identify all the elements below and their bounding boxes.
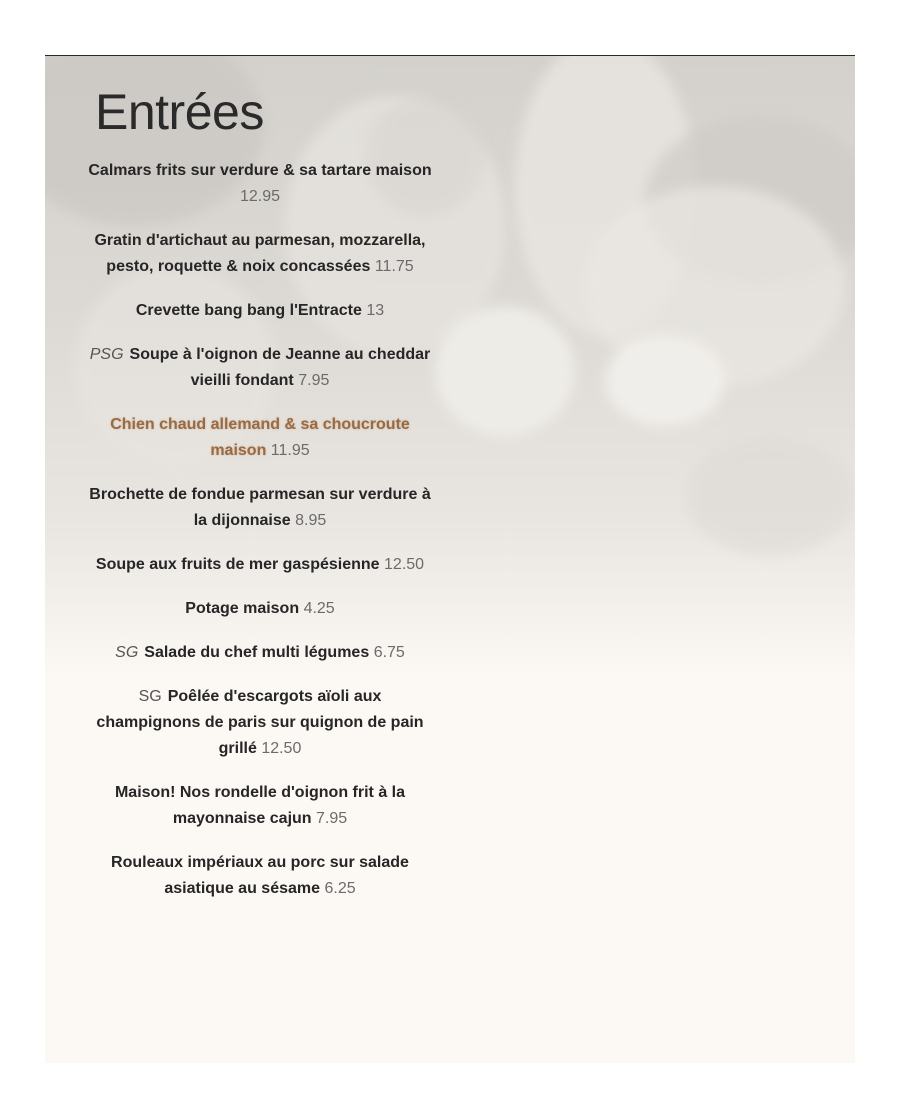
- menu-content: [88, 82, 432, 920]
- menu-item-name: Maison! Nos rondelle d'oignon frit à la mayonnaise cajun: [114, 784, 406, 827]
- menu-item-name: Potage maison: [185, 600, 300, 617]
- menu-item: [85, 228, 435, 280]
- menu-item-name: Brochette de fondue parmesan sur verdure à la dijonnaise: [89, 486, 431, 529]
- menu-item-price: 12.50: [384, 556, 425, 573]
- menu-item-price: 6.25: [324, 880, 356, 897]
- menu-item-price: 6.75: [373, 644, 405, 661]
- menu-item: [85, 684, 435, 762]
- menu-item: [85, 850, 435, 902]
- menu-item-price: 8.95: [295, 512, 327, 529]
- menu-item: [85, 640, 435, 666]
- menu-item-name: Crevette bang bang l'Entracte: [135, 302, 362, 319]
- menu-item-list: [85, 158, 435, 902]
- menu-item-name: Poêlée d'escargots aïoli aux champignons de paris sur quignon de pain grillé: [96, 688, 424, 757]
- menu-item-name: Salade du chef multi légumes: [144, 644, 370, 661]
- menu-item-name: Calmars frits sur verdure & sa tartare maison: [88, 162, 432, 179]
- dietary-tag: SG: [138, 688, 162, 705]
- menu-item: [85, 158, 435, 210]
- menu-item-price: 11.95: [270, 442, 310, 459]
- menu-item-name: Soupe aux fruits de mer gaspésienne: [95, 556, 380, 573]
- menu-item-name: Chien chaud allemand & sa choucroute maison: [110, 416, 410, 459]
- menu-item: [85, 780, 435, 832]
- menu-item-price: 12.95: [239, 188, 281, 205]
- menu-item-name: Gratin d'artichaut au parmesan, mozzarella, pesto, roquette & noix concassées: [94, 232, 426, 275]
- dietary-tag: SG: [115, 644, 139, 661]
- menu-item-price: 12.50: [261, 740, 302, 757]
- menu-item-price: 7.95: [298, 372, 330, 389]
- menu-item: [85, 412, 435, 464]
- menu-item-name: Soupe à l'oignon de Jeanne au cheddar vieilli fondant: [129, 346, 431, 389]
- menu-item: [85, 342, 435, 394]
- menu-item: [85, 596, 435, 622]
- menu-item-price: 7.95: [316, 810, 348, 827]
- menu-item-price: 11.75: [374, 258, 414, 275]
- menu-item-name: Rouleaux impériaux au porc sur salade asiatique au sésame: [111, 854, 409, 897]
- menu-item: [85, 298, 435, 324]
- section-title: Entrées: [95, 84, 264, 140]
- menu-item: [85, 552, 435, 578]
- menu-item-price: 13: [366, 302, 385, 319]
- menu-section-panel: [45, 55, 855, 1063]
- dietary-tag: PSG: [89, 346, 124, 363]
- menu-item: [85, 482, 435, 534]
- menu-item-price: 4.25: [303, 600, 335, 617]
